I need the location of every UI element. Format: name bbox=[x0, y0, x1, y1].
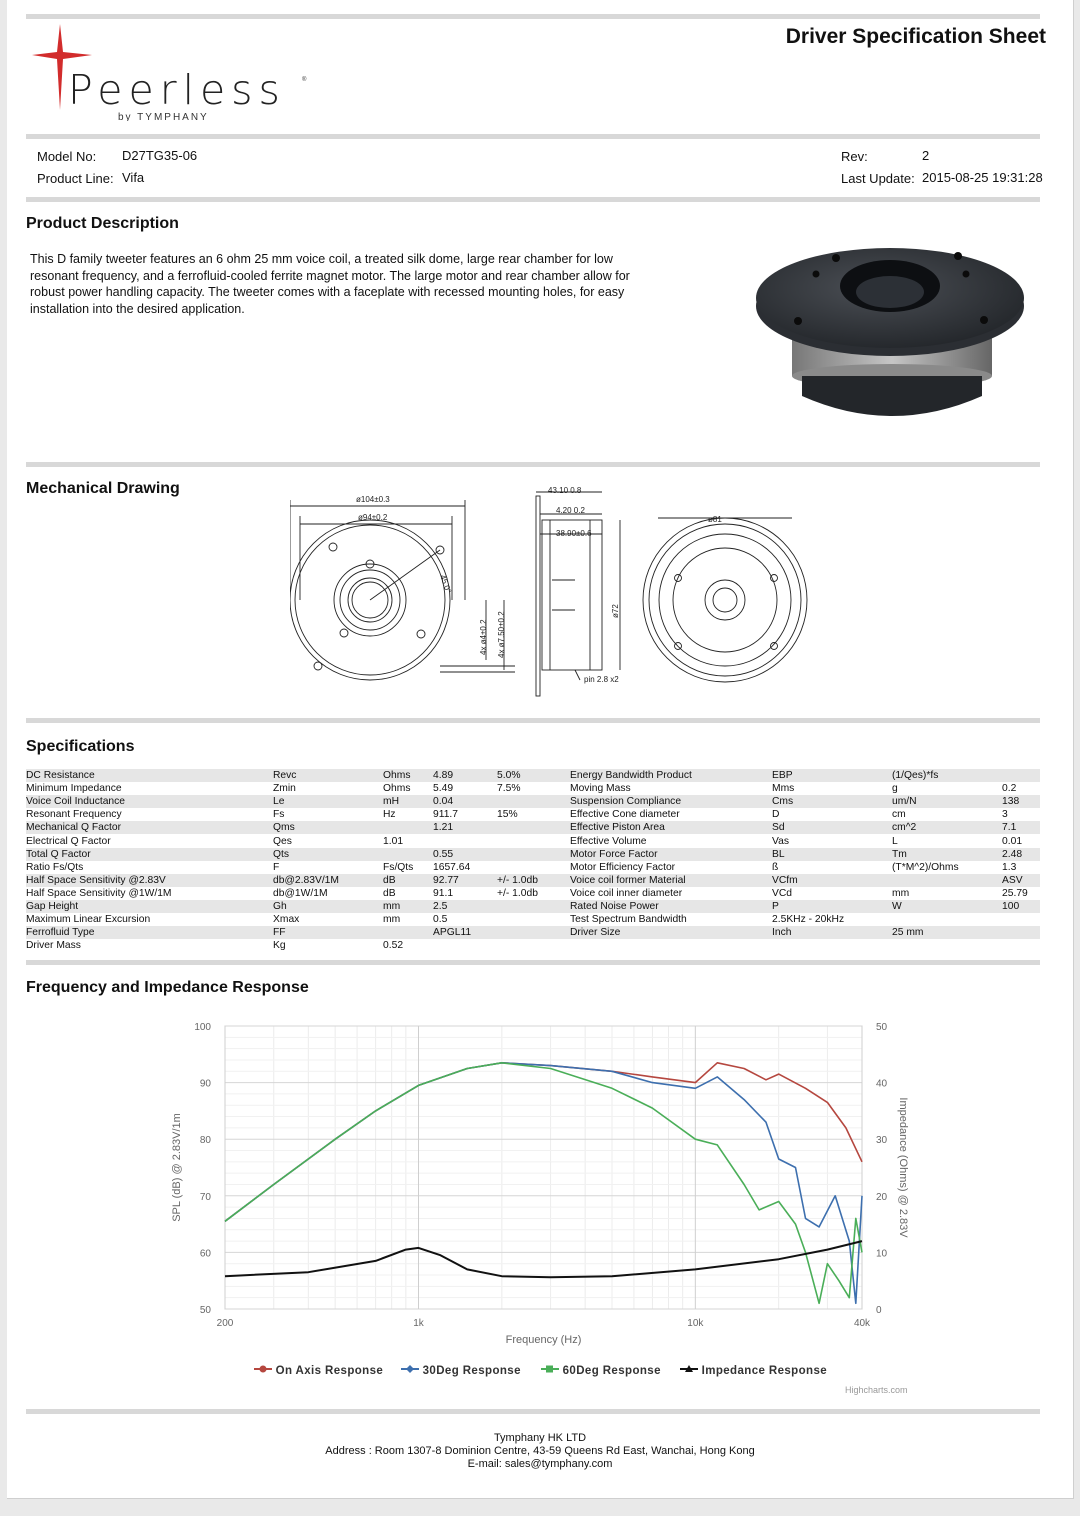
last-update-value: 2015-08-25 19:31:28 bbox=[922, 170, 1043, 185]
spec-cell: dB bbox=[383, 887, 396, 899]
spec-cell: Ferrofluid Type bbox=[26, 926, 273, 939]
mechanical-divider bbox=[26, 718, 1040, 723]
spec-cell: Tm bbox=[892, 848, 1002, 861]
legend-on-axis[interactable] bbox=[254, 1364, 383, 1377]
y2-axis-title: Impedance (Ohms) @ 2.83V bbox=[897, 1097, 909, 1238]
dim-faceplate: 4.20 0.2 bbox=[556, 506, 585, 515]
spec-cell: 2.48 bbox=[1002, 848, 1040, 861]
spec-row bbox=[26, 821, 1040, 834]
spec-cell: Test Spectrum Bandwidth bbox=[570, 914, 687, 926]
spec-cell: 1657.64 bbox=[433, 861, 471, 873]
spec-cell bbox=[497, 939, 570, 952]
footer-company: Tymphany HK LTD bbox=[493, 1432, 587, 1444]
spec-cell: mm bbox=[383, 900, 433, 913]
spec-cell: 1.01 bbox=[383, 835, 404, 847]
spec-cell: Qts bbox=[273, 848, 383, 861]
spec-row bbox=[26, 795, 1040, 808]
spec-cell: Kg bbox=[273, 940, 286, 952]
spec-cell: Motor Efficiency Factor bbox=[570, 861, 676, 873]
spec-cell: 3 bbox=[1002, 809, 1008, 821]
spec-cell: (1/Qes)*fs bbox=[892, 769, 1002, 782]
spec-cell bbox=[497, 848, 570, 861]
spec-cell: Half Space Sensitivity @1W/1M bbox=[26, 887, 172, 899]
spec-cell: Voice coil inner diameter bbox=[570, 887, 683, 899]
spec-cell bbox=[383, 926, 433, 939]
mechanical-drawing bbox=[290, 480, 830, 700]
spec-row bbox=[26, 834, 1040, 847]
spec-cell: 1.3 bbox=[1002, 861, 1017, 873]
spec-cell: +/- 1.0db bbox=[497, 887, 538, 899]
spec-cell: Fs/Qts bbox=[383, 861, 414, 873]
spec-cell: D bbox=[772, 809, 780, 821]
spec-cell: dB bbox=[383, 874, 433, 887]
dim-angle: 45.0° bbox=[438, 573, 454, 595]
legend-label: On Axis Response bbox=[275, 1365, 384, 1377]
spec-cell: Rated Noise Power bbox=[570, 900, 772, 913]
spec-cell bbox=[433, 939, 497, 952]
spec-cell: 7.1 bbox=[1002, 821, 1040, 834]
dim-hole-large: 4x ø7.50±0.2 bbox=[497, 611, 506, 658]
spec-cell: um/N bbox=[892, 795, 1002, 808]
y2-tick-label: 50 bbox=[876, 1022, 888, 1033]
spec-cell: VCfm bbox=[772, 874, 892, 887]
spec-cell: FF bbox=[273, 926, 383, 939]
spec-cell: Voice Coil Inductance bbox=[26, 795, 273, 808]
document-title: Driver Specification Sheet bbox=[785, 25, 1046, 48]
spec-cell: Qms bbox=[273, 821, 383, 834]
brand-logo-subtitle: by TYMPHANY bbox=[118, 112, 209, 121]
x-tick-label: 40k bbox=[853, 1318, 871, 1329]
brand-logo-text: Peerless bbox=[68, 66, 286, 114]
spec-cell bbox=[497, 821, 570, 834]
spec-cell bbox=[570, 939, 772, 952]
spec-cell: Cms bbox=[772, 795, 892, 808]
spec-cell: 25 mm bbox=[892, 926, 1002, 939]
x-tick-label: 1k bbox=[413, 1318, 424, 1329]
spec-cell: Gap Height bbox=[26, 900, 273, 913]
top-divider bbox=[26, 14, 1040, 19]
spec-cell: 7.5% bbox=[497, 783, 521, 795]
spec-cell: db@1W/1M bbox=[273, 887, 328, 899]
rev-label: Rev: bbox=[841, 149, 868, 164]
legend-label: 30Deg Response bbox=[422, 1365, 521, 1377]
spec-row bbox=[26, 848, 1040, 861]
spec-cell: Motor Force Factor bbox=[570, 848, 772, 861]
legend-30deg[interactable] bbox=[401, 1364, 521, 1377]
dim-body-diameter: ø72 bbox=[611, 604, 620, 618]
spec-cell: Resonant Frequency bbox=[26, 809, 122, 821]
x-axis-title: Frequency (Hz) bbox=[505, 1334, 582, 1346]
spec-cell: 0.04 bbox=[433, 795, 497, 808]
spec-row bbox=[26, 808, 1040, 821]
spec-cell: APGL11 bbox=[433, 926, 497, 939]
highcharts-credit-link[interactable]: Highcharts.com bbox=[845, 1385, 908, 1395]
spec-cell: Mms bbox=[772, 783, 795, 795]
registered-mark: ® bbox=[302, 77, 307, 83]
y2-tick-label: 10 bbox=[876, 1248, 888, 1260]
spec-cell: Moving Mass bbox=[570, 783, 631, 795]
y-tick-label: 50 bbox=[199, 1305, 211, 1316]
spec-cell: BL bbox=[772, 848, 892, 861]
spec-cell bbox=[433, 834, 497, 847]
dim-hole-small: 4x ø4±0.2 bbox=[479, 619, 488, 655]
spec-cell: DC Resistance bbox=[26, 769, 273, 782]
spec-cell: 92.77 bbox=[433, 874, 497, 887]
spec-cell: Vas bbox=[772, 835, 789, 847]
legend-marker-icon bbox=[541, 1364, 559, 1374]
spec-row bbox=[26, 861, 1040, 874]
legend-marker-icon bbox=[680, 1364, 698, 1374]
spec-cell bbox=[772, 939, 892, 952]
spec-cell: Fs bbox=[273, 809, 285, 821]
spec-cell bbox=[1002, 913, 1040, 926]
spec-cell: Minimum Impedance bbox=[26, 783, 122, 795]
spec-cell: Electrical Q Factor bbox=[26, 835, 111, 847]
y-axis-title: SPL (dB) @ 2.83V/1m bbox=[171, 1113, 183, 1222]
spec-row bbox=[26, 939, 1040, 952]
product-line-value: Vifa bbox=[122, 170, 145, 185]
y2-tick-label: 30 bbox=[876, 1135, 888, 1147]
spec-cell bbox=[1002, 769, 1040, 782]
last-update-label: Last Update: bbox=[841, 171, 915, 186]
x-tick-label: 10k bbox=[687, 1318, 704, 1329]
spec-cell: 138 bbox=[1002, 795, 1040, 808]
spec-cell: EBP bbox=[772, 769, 892, 782]
spec-cell: Ratio Fs/Qts bbox=[26, 861, 84, 873]
spec-cell: Total Q Factor bbox=[26, 848, 273, 861]
dim-pin: pin 2.8 x2 bbox=[584, 675, 619, 684]
spec-cell: 0.5 bbox=[433, 914, 448, 926]
spec-row bbox=[26, 900, 1040, 913]
spec-row bbox=[26, 769, 1040, 782]
legend-marker-icon bbox=[401, 1364, 419, 1374]
spec-cell: ASV bbox=[1002, 874, 1040, 887]
rev-value: 2 bbox=[922, 148, 930, 163]
spec-cell bbox=[383, 821, 433, 834]
spec-cell bbox=[497, 913, 570, 926]
spec-cell: ß bbox=[772, 861, 779, 873]
model-label: Model No: bbox=[37, 149, 97, 164]
spec-cell: Driver Mass bbox=[26, 940, 81, 952]
spec-cell: 5.0% bbox=[497, 769, 570, 782]
spec-cell: 911.7 bbox=[433, 809, 459, 821]
spec-cell: 4.89 bbox=[433, 769, 497, 782]
spec-cell: Le bbox=[273, 795, 383, 808]
spec-cell: 0.55 bbox=[433, 848, 497, 861]
footer-address: Address : Room 1307-8 Dominion Centre, 43-59 Queens Rd East, Wanchai, Hong Kong bbox=[325, 1445, 755, 1457]
tweeter-product-photo bbox=[752, 236, 1028, 426]
spec-cell: 0.52 bbox=[383, 940, 404, 952]
specifications-title: Specifications bbox=[26, 738, 135, 755]
spec-cell: g bbox=[892, 783, 898, 795]
spec-cell: Voice coil former Material bbox=[570, 874, 772, 887]
y-tick-label: 80 bbox=[199, 1135, 211, 1147]
spec-cell: Suspension Compliance bbox=[570, 795, 772, 808]
spec-row bbox=[26, 913, 1040, 926]
spec-cell: VCd bbox=[772, 887, 793, 899]
product-description-title: Product Description bbox=[26, 215, 179, 232]
frequency-response-chart bbox=[0, 1005, 1080, 1350]
spec-cell: cm^2 bbox=[892, 821, 1002, 834]
dim-body-depth: 38.90±0.6 bbox=[556, 529, 592, 538]
spec-cell: Maximum Linear Excursion bbox=[26, 914, 151, 926]
mechanical-drawing-title: Mechanical Drawing bbox=[26, 480, 180, 497]
spec-cell bbox=[497, 834, 570, 847]
product-description-text: This D family tweeter features an 6 ohm 25 mm voice coil, a treated silk dome, large rear chamber for low resonant frequency, and a ferrofluid-cooled ferrite magnet motor. The large motor and rear chamber allow for robust power handling capacity. The tweeter comes with a faceplate with recessed mounting holes, for easy installation into the desired application. bbox=[30, 252, 630, 316]
spec-cell bbox=[892, 913, 1002, 926]
y2-tick-label: 40 bbox=[876, 1078, 888, 1090]
spec-cell: W bbox=[892, 900, 1002, 913]
x-tick-label: 200 bbox=[216, 1318, 234, 1329]
dim-bolt-circle: ø94±0.2 bbox=[358, 513, 388, 522]
spec-cell: cm bbox=[892, 809, 906, 821]
spec-cell: mm bbox=[892, 887, 910, 899]
spec-cell: 0.01 bbox=[1002, 835, 1023, 847]
footer-divider bbox=[26, 1409, 1040, 1414]
description-divider bbox=[26, 462, 1040, 467]
spec-cell bbox=[1002, 939, 1040, 952]
spec-cell: L bbox=[892, 835, 898, 847]
spec-cell bbox=[497, 795, 570, 808]
spec-cell: Half Space Sensitivity @2.83V bbox=[26, 874, 273, 887]
spec-cell bbox=[892, 939, 1002, 952]
spec-cell: 2.5KHz - 20kHz bbox=[772, 914, 845, 926]
spec-cell bbox=[892, 874, 1002, 887]
spec-cell: Gh bbox=[273, 900, 383, 913]
spec-cell: db@2.83V/1M bbox=[273, 874, 383, 887]
product-line-label: Product Line: bbox=[37, 171, 114, 186]
dim-rear-diameter: ø81 bbox=[708, 515, 722, 524]
spec-cell bbox=[497, 861, 570, 874]
footer-email[interactable]: E-mail: sales@tymphany.com bbox=[467, 1458, 613, 1470]
spec-cell: mH bbox=[383, 795, 433, 808]
spec-cell: 25.79 bbox=[1002, 887, 1028, 899]
spec-cell: (T*M^2)/Ohms bbox=[892, 861, 959, 873]
y-tick-label: 70 bbox=[199, 1191, 211, 1203]
legend-marker-icon bbox=[254, 1364, 272, 1374]
spec-cell: Xmax bbox=[273, 914, 300, 926]
legend-impedance[interactable] bbox=[680, 1364, 827, 1377]
spec-cell bbox=[497, 926, 570, 939]
spec-cell bbox=[497, 900, 570, 913]
spec-cell: Effective Piston Area bbox=[570, 821, 772, 834]
spec-cell: Driver Size bbox=[570, 926, 772, 939]
spec-cell: Sd bbox=[772, 821, 892, 834]
spec-row bbox=[26, 782, 1040, 795]
spec-cell: 5.49 bbox=[433, 783, 454, 795]
legend-60deg[interactable] bbox=[541, 1364, 661, 1377]
legend-label: 60Deg Response bbox=[562, 1365, 661, 1377]
spec-cell: Zmin bbox=[273, 783, 296, 795]
legend-label: Impedance Response bbox=[701, 1365, 828, 1377]
dim-depth: 43.10 0.8 bbox=[548, 486, 582, 495]
spec-cell bbox=[383, 848, 433, 861]
spec-cell: 100 bbox=[1002, 900, 1040, 913]
spec-cell: 2.5 bbox=[433, 900, 497, 913]
spec-row bbox=[26, 926, 1040, 939]
y-tick-label: 60 bbox=[199, 1248, 211, 1260]
model-value: D27TG35-06 bbox=[122, 148, 198, 163]
spec-cell: mm bbox=[383, 914, 401, 926]
y-tick-label: 100 bbox=[194, 1022, 211, 1033]
specs-divider bbox=[26, 960, 1040, 965]
spec-cell: Qes bbox=[273, 835, 292, 847]
spec-cell: Energy Bandwidth Product bbox=[570, 769, 772, 782]
dim-outer-diameter: ø104±0.3 bbox=[356, 495, 390, 504]
spec-cell: Effective Volume bbox=[570, 835, 647, 847]
header-divider bbox=[26, 134, 1040, 139]
spec-cell bbox=[1002, 926, 1040, 939]
spec-cell: Inch bbox=[772, 926, 892, 939]
specifications-table bbox=[26, 769, 1040, 952]
spec-cell: Revc bbox=[273, 769, 383, 782]
spec-cell: 1.21 bbox=[433, 821, 497, 834]
response-title: Frequency and Impedance Response bbox=[26, 979, 309, 996]
spec-cell: P bbox=[772, 900, 892, 913]
spec-cell: 0.2 bbox=[1002, 783, 1017, 795]
spec-cell: 15% bbox=[497, 809, 518, 821]
spec-cell: F bbox=[273, 861, 280, 873]
y-tick-label: 90 bbox=[199, 1078, 211, 1090]
spec-row bbox=[26, 887, 1040, 900]
spec-row bbox=[26, 874, 1040, 887]
spec-cell: 91.1 bbox=[433, 887, 454, 899]
y2-tick-label: 0 bbox=[876, 1305, 882, 1316]
spec-cell: Ohms bbox=[383, 769, 433, 782]
y2-tick-label: 20 bbox=[876, 1191, 888, 1203]
spec-cell: Ohms bbox=[383, 783, 411, 795]
spec-cell: Mechanical Q Factor bbox=[26, 821, 273, 834]
spec-cell: Effective Cone diameter bbox=[570, 809, 680, 821]
spec-cell: +/- 1.0db bbox=[497, 874, 570, 887]
spec-cell: Hz bbox=[383, 809, 396, 821]
meta-divider bbox=[26, 197, 1040, 202]
